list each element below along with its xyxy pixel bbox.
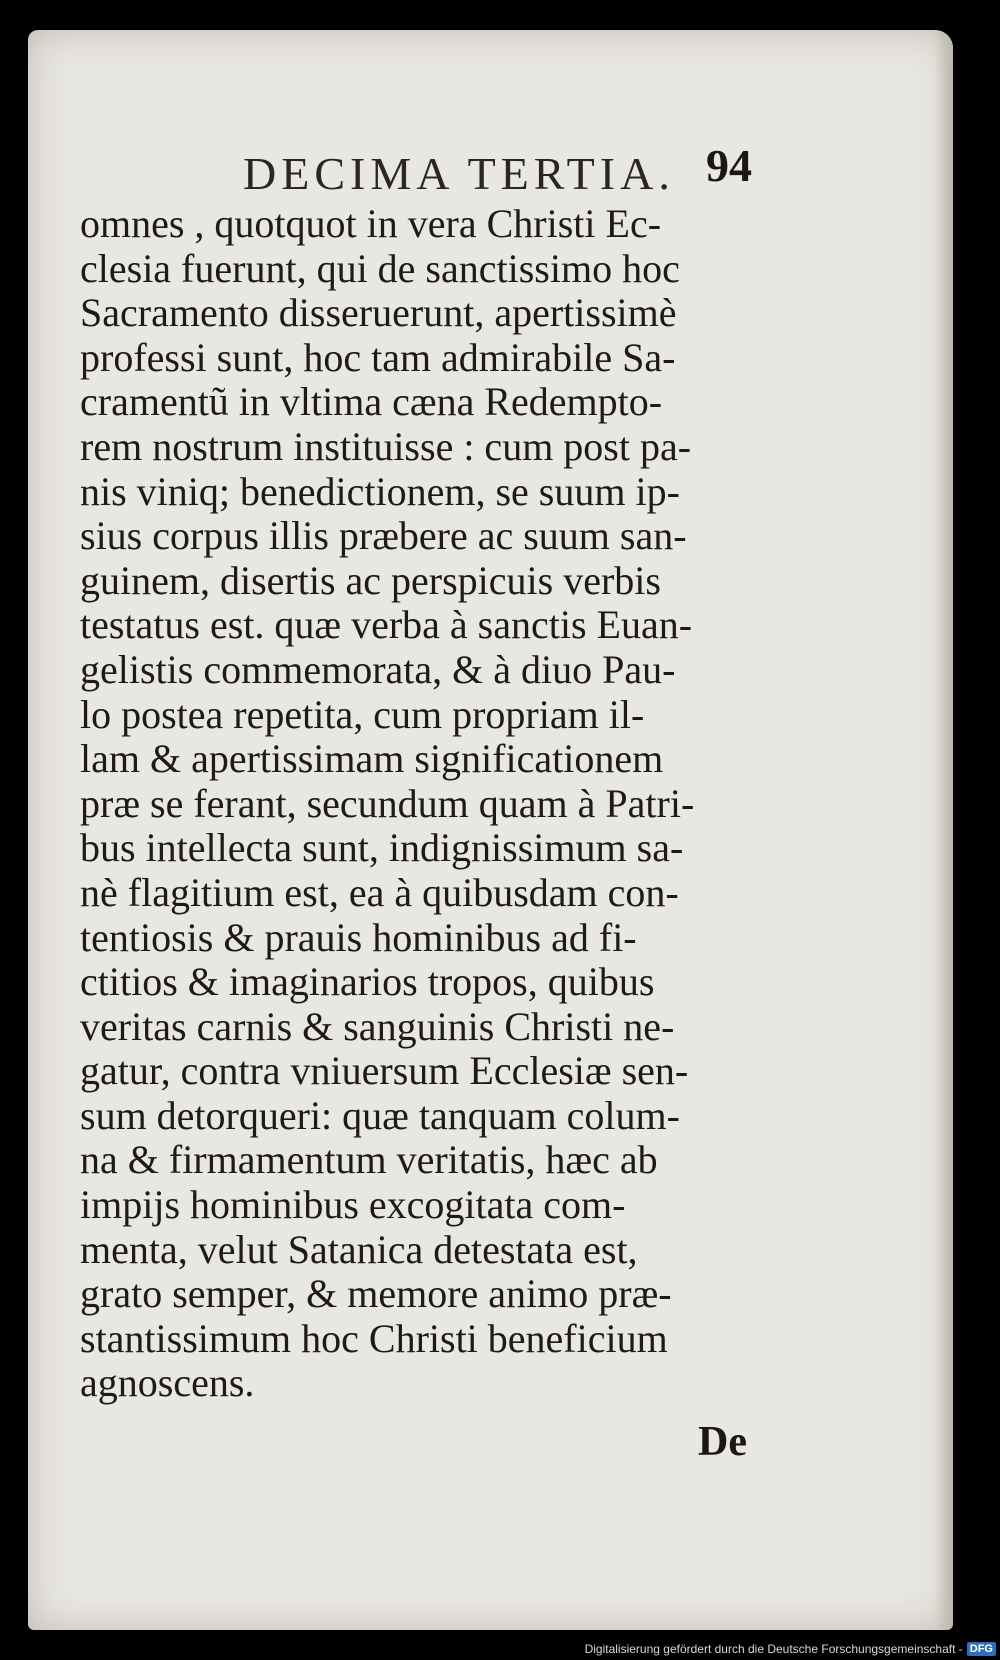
text-line: gatur, contra vniuersum Ecclesiæ sen- <box>80 1049 689 1094</box>
text-line: sum detorqueri: quæ tanquam colum- <box>80 1093 680 1138</box>
text-line: impijs hominibus excogitata com- <box>80 1183 626 1228</box>
text-line: guinem, disertis ac perspicuis verbis <box>80 558 661 603</box>
page-number: 94 <box>706 140 752 191</box>
text-line: professi sunt, hoc tam admirabile Sa- <box>80 335 676 380</box>
text-line: lam & apertissimam significationem <box>80 737 664 782</box>
text-line: sius corpus illis præbere ac suum san- <box>80 514 687 559</box>
text-line: omnes , quotquot in vera Christi Ec- <box>80 202 662 246</box>
text-line: agnoscens. <box>80 1361 255 1406</box>
text-line: clesia fuerunt, qui de sanctissimo hoc <box>80 246 680 291</box>
text-line: tentiosis & prauis hominibus ad fi- <box>80 915 637 960</box>
funding-credit: Digitalisierung gefördert durch die Deutsche Forschungsgemeinschaft - <box>584 1642 963 1656</box>
digitization-footer <box>579 1638 1000 1660</box>
text-line: veritas carnis & sanguinis Christi ne- <box>80 1004 675 1049</box>
text-line: ctitios & imaginarios tropos, quibus <box>80 960 655 1005</box>
text-line: lo postea repetita, cum propriam il- <box>80 692 645 737</box>
body-text <box>80 202 800 1406</box>
text-line: nè flagitium est, ea à quibusdam con- <box>80 870 679 915</box>
text-line: cramentũ in vltima cæna Redempto- <box>80 380 663 425</box>
text-line: gelistis commemorata, & à diuo Pau- <box>80 647 676 692</box>
text-line: menta, velut Satanica detestata est, <box>80 1227 638 1272</box>
text-line: stantissimum hoc Christi beneficium <box>80 1316 668 1361</box>
text-line: grato semper, & memore animo præ- <box>80 1272 672 1317</box>
text-line: Sacramento disseruerunt, apertissimè <box>80 291 677 336</box>
page-header <box>218 125 808 199</box>
text-line: na & firmamentum veritatis, hæc ab <box>80 1138 658 1183</box>
text-line: testatus est. quæ verba à sanctis Euan- <box>80 603 693 648</box>
text-line: præ se ferant, secundum quam à Patri- <box>80 781 695 826</box>
text-line: nis viniq; benedictionem, se suum ip- <box>80 469 680 514</box>
dfg-logo-icon: DFG <box>967 1642 996 1656</box>
catchword: De <box>698 1419 747 1465</box>
running-head: DECIMA TERTIA. <box>243 148 675 199</box>
text-line: bus intellecta sunt, indignissimum sa- <box>80 826 684 871</box>
book-page <box>28 30 953 1630</box>
text-line: rem nostrum instituisse : cum post pa- <box>80 424 692 469</box>
